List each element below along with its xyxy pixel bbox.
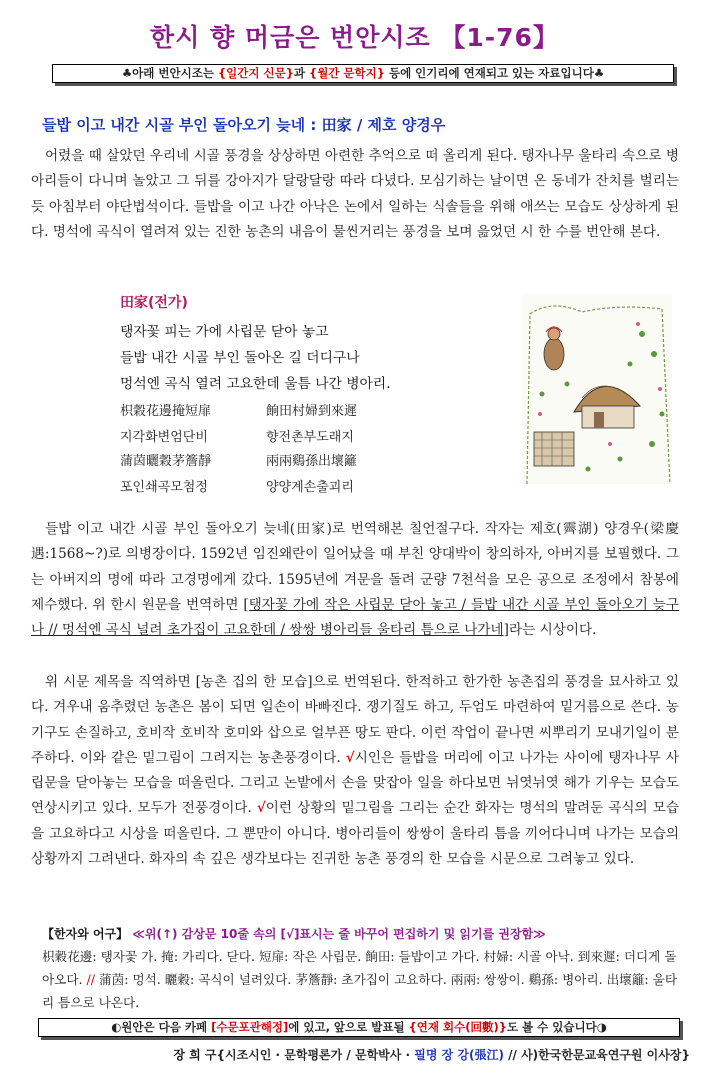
reading-line-1: 지각화변엄단비	[120, 430, 208, 445]
poem-line-2: 들밥 내간 시골 부인 돌아온 길 더디구나	[120, 350, 360, 366]
article-heading: 들밥 이고 내간 시골 부인 돌아오기 늦네 : 田家 / 제호 양경우	[42, 116, 446, 134]
author-org: // 사)한국한문교육연구원 이사장}	[503, 1048, 690, 1062]
hanja-line-1: 枳穀花邊掩短扉	[120, 404, 212, 419]
hanja-line-2: 餉田村婦到來遲	[266, 404, 358, 419]
hanja-row-2	[120, 450, 357, 469]
author-pen-name: 필명 장 강(張江)	[414, 1048, 504, 1062]
serial-notice	[52, 64, 674, 83]
intro-paragraph: 어렸을 때 살았던 우리네 시골 풍경을 상상하면 아련한 추억으로 떠 올리게 된다. 탱자나무 울타리 속으로 병아리들이 다니며 놀았고 그 뒤를 강아지가 달랑달랑 따라 다녔다. 모심기하는 날이면 온 동네가 잔치를 벌리는 듯 아침부터 야단법석이다. 들밥을 이고 나간 아낙은 논에서 일하는 식솔들을 위해 애쓰는 모습도 상상하게 된다. 명석에 곡식이 열려져 있는 진한 농촌의 내음이 물씬거리는 풍경을 보며 읊었던 시 한 수를 번안해 본다.	[31, 148, 679, 240]
notice-mid: 과	[293, 66, 310, 80]
vocab-glossary	[42, 945, 680, 1014]
series-count: {연재 회수(回數)}	[408, 1020, 507, 1034]
vocab-separator: //	[86, 972, 96, 987]
notice-suffix: 등에 인기리에 연재되고 있는 자료입니다♣	[384, 66, 605, 80]
reading-line-3: 포인쇄곡모첨정	[120, 480, 208, 495]
notice-prefix: ♣아래 번안시조는	[121, 66, 218, 80]
reading-line-2: 향전촌부도래지	[266, 430, 354, 445]
author-role: {시조시인 · 문학평론가 / 문학박사 ·	[216, 1048, 415, 1062]
source-text-a: ◐원안은 다음 카페	[111, 1020, 212, 1034]
vocab-heading	[42, 925, 546, 942]
hanja-row-1	[120, 400, 357, 419]
notice-paper-monthly: {월간 문학지}	[309, 66, 385, 80]
reading-row-1	[120, 426, 354, 445]
notice-paper-daily: {일간지 신문}	[217, 66, 294, 80]
hanja-line-4: 兩兩鷄孫出壞籬	[266, 454, 358, 469]
cafe-name: [수문포관해정]	[211, 1020, 289, 1034]
translation-underlined: [탱자꽃 가에 작은 사립문 닫아 놓고 / 들밥 내간 시골 부인 돌아오기 늦구나 // 멍석엔 곡식 널려 초가집이 고요한데 / 쌍쌍 병아리들 울타리 틈으로 나가네]	[31, 596, 679, 639]
commentary-1-text: 들밥 이고 내간 시골 부인 돌아오기 늦네(田家)로 번역해본 칠언절구다. 작자는 제호(霽湖) 양경우(梁慶遇:1568~?)로 의병장이다. 1592년 임진왜란이 일어났을 때 부친 양대박이 창의하자, 아버지를 보필했다. 그는 아버지의 명에 따라 고경명에게 갔다. 1595년에 겨문을 돌려 군량 7천석을 모은 공으로 조정에서 참봉에 제수했다. 위 한시 원문을 번역하면	[31, 521, 679, 613]
source-notice	[38, 1018, 680, 1037]
poem-line-3: 멍석엔 곡식 열려 고요한데 울틈 나간 병아리.	[120, 376, 391, 392]
source-text-c: 에 있고, 앞으로 발표될	[288, 1020, 409, 1034]
commentary-2-text-c: 이런 상황의 밑그림을 그리는 순간 화자는 명석의 말려둔 곡식의 모습을 고요하다고 시상을 떠올린다. 그 뿐만이 아니다. 병아리들이 쌍쌍이 울타리 틈을 끼어다니며 나가는 모습의 상황까지 그려낸다. 화자의 속 깊은 생각보다는 진귀한 농촌 풍경의 한 모습을 시문으로 그려놓고 있다.	[31, 800, 679, 868]
commentary-2-text-a: 위 시문 제목을 직역하면 [농촌 집의 한 모습]으로 번역된다. 한적하고 한가한 농촌집의 풍경을 묘사하고 있다. 겨우내 움추렸던 농촌은 봄이 되면 일손이 바빠진다. 쟁기질도 하고, 두엄도 마련하여 밑거름으로 쓴다. 농기구도 손질하고, 호비작 호비작 호미와 삽으로 얼부픈 땅도 판다. 이런 작업이 끝나면 씨뿌리기 모내기일이 분주하다. 이와 같은 밑그림이 그려지는 농촌풍경이다.	[31, 674, 679, 766]
rural-house-illustration	[522, 294, 672, 484]
author-credit	[0, 1046, 690, 1063]
hanja-line-3: 蒲茵曬穀茅簷靜	[120, 454, 212, 469]
poem-label: 田家(전가)	[120, 295, 188, 311]
reading-line-4: 양양계손출괴리	[266, 480, 354, 495]
author-name: 장 희 구	[173, 1048, 217, 1062]
page-title: 한시 향 머금은 번안시조 【1-76】	[150, 23, 559, 52]
reading-row-2	[120, 476, 354, 495]
vocab-text-1: 枳穀花邊: 탱자꽃 가. 掩: 가리다. 닫다. 短扉: 작은 사립문. 餉田: 들밥이고 가다. 村婦: 시골 아낙. 到來遲: 더디게 돌아오다.	[42, 949, 677, 987]
check-mark-1: √	[345, 749, 355, 766]
vocab-title: 【한자와 어구】	[42, 927, 129, 941]
commentary-1-ending: 라는 시상이다.	[508, 622, 597, 639]
vocab-note: ≪위(↑) 감상문 10줄 속의 [√]표시는 줄 바꾸어 편집하기 및 읽기를 권장함≫	[132, 927, 546, 941]
check-mark-2: √	[256, 800, 266, 817]
vocab-text-2: 蒲茵: 멍석. 曬穀: 곡식이 널려있다. 茅簷靜: 초가집이 고요하다. 兩兩: 쌍쌍이. 鷄孫: 병아리. 出壞籬: 울타리 틈으로 나온다.	[42, 972, 677, 1010]
poem-line-1: 탱자꽃 피는 가에 사립문 닫아 놓고	[120, 324, 329, 340]
source-text-e: 도 볼 수 있습니다◑	[506, 1020, 607, 1034]
commentary-paragraph-1	[31, 517, 679, 643]
commentary-paragraph-2	[31, 670, 679, 872]
commentary-2-text-b: 시인은 들밥을 머리에 이고 나가는 사이에 탱자나무 사립문을 닫아놓는 모습을 떠올린다. 그리고 논밭에서 손을 맞잡아 일을 하다보면 뉘엿뉘엿 해가 기우는 모습도 연상시키고 있다. 모두가 전풍경이다.	[31, 749, 680, 817]
